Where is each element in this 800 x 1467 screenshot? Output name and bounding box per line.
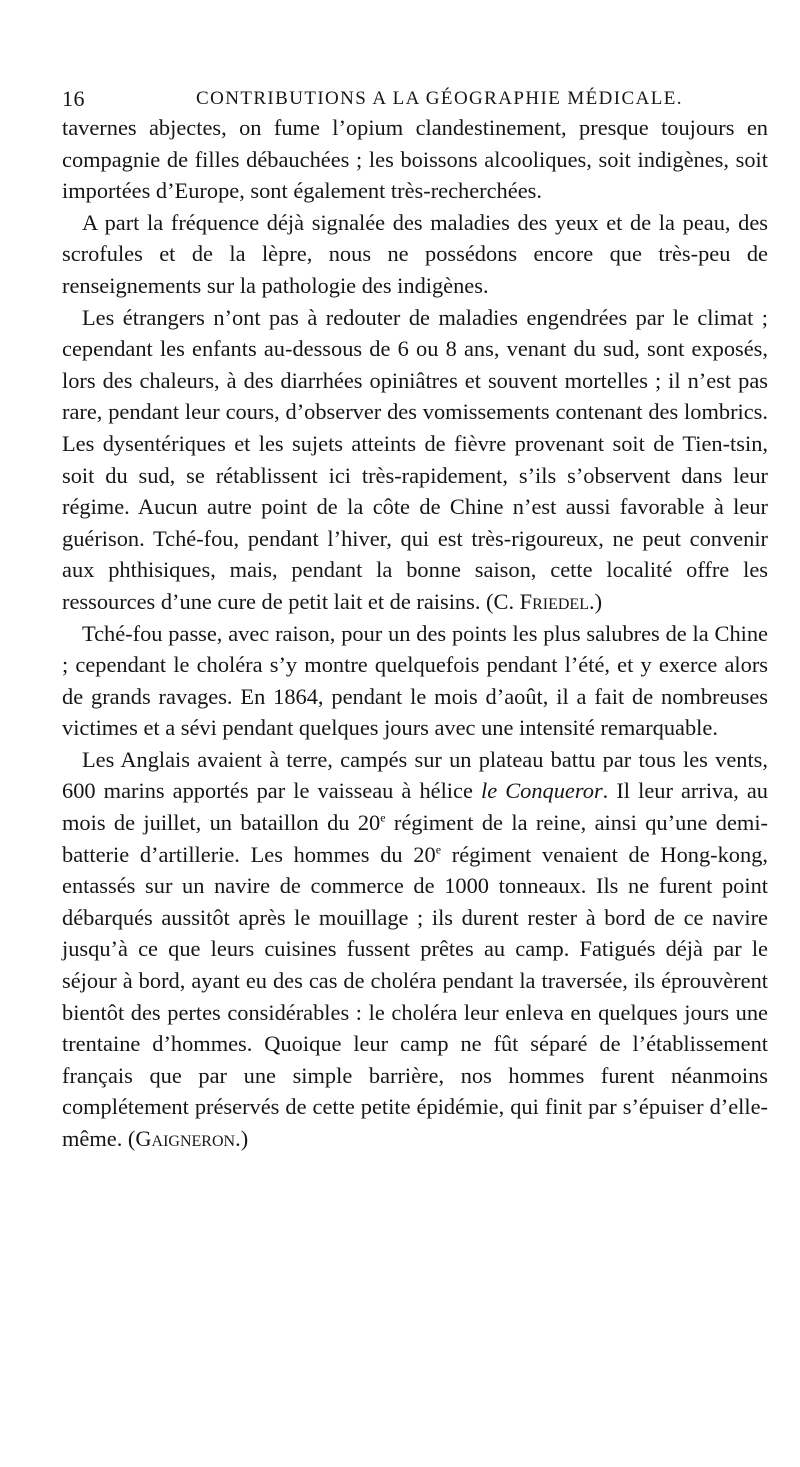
author-name: Gaigneron: [135, 1126, 236, 1151]
ordinal-superscript: e: [435, 842, 442, 857]
author-name: Friedel: [519, 588, 589, 614]
running-title: CONTRIBUTIONS A LA GÉOGRAPHIE MÉDICALE.: [196, 88, 683, 109]
page-body: [62, 112, 768, 1155]
paragraph-4: Tché-fou passe, avec raison, pour un des points les plus salubres de la Chine ; cependant le choléra s’y montre quelquefois pendant l’été, et y exerce alors de grands ravages. En 1864, pendant le mois d’août, il a fait de nombreuses victimes et a sévi pendant quelques jours avec une intensité remarquable.: [62, 620, 768, 741]
book-page: [62, 78, 768, 1155]
paragraph-3: [62, 302, 768, 618]
ship-name: le Conqueror: [480, 778, 603, 804]
page-header: [62, 78, 768, 112]
ordinal-superscript: e: [380, 810, 386, 825]
paragraph-5: Les Anglais avaient à terre, campés sur un plateau battu par tous les vents, 600 marins apportés par le vaisseau à hélice le Conqueror. Il leur arriva, au mois de juillet, un bataillon du 20e régiment de la reine, ainsi qu’une demi-batterie d’artillerie. Les hommes du 20e régiment venaient de Hong-kong, entassés sur un navire de commerce de 1000 tonneaux. Ils ne furent point débarqués aussitôt après le mouillage ; ils durent rester à bord de ce navire jusqu’à ce que leurs cuisines fussent prêtes au camp. Fatigués déjà par le séjour à bord, ayant eu des cas de choléra pendant la traversée, ils éprouvèrent bientôt des pertes considérables : le choléra leur enleva en quelques jours une trentaine d’hommes. Quoique leur camp ne fût séparé de l’établissement français que par une simple barrière, nos hommes furent néanmoins complétement préservés de cette petite épidémie, qui finit par s’épuiser d’elle-même. (Gaigneron.): [62, 746, 768, 1151]
citation-friedel: (C. Friedel.): [486, 588, 603, 614]
paragraph-1: tavernes abjectes, on fume l’opium clandestinement, presque toujours en compagnie de filles débauchées ; les boissons alcooliques, soit indigènes, soit importées d’Europe, sont également très-recherchées.: [62, 115, 768, 204]
paragraph-2: A part la fréquence déjà signalée des maladies des yeux et de la peau, des scrofules et de la lèpre, nous ne possédons encore que très-peu de renseignements sur la pathologie des indigènes.: [62, 209, 768, 298]
paragraph-3-text: Les étrangers n’ont pas à redouter de maladies engendrées par le climat ; cependant les enfants au-dessous de 6 ou 8 ans, venant du sud, sont exposés, lors des chaleurs, à des diarrhées opiniâtres et souvent mortelles ; il n’est pas rare, pendant leur cours, d’observer des vomissements contenant des lombrics. Les dysentériques et les sujets atteints de fièvre provenant soit de Tien-tsin, soit du sud, se rétablissent ici très-rapidement, s’ils s’observent dans leur régime. Aucun autre point de la côte de Chine n’est aussi favorable à leur guérison. Tché-fou, pendant l’hiver, qui est très-rigoureux, ne peut convenir aux phthisiques, mais, pendant la bonne saison, cette localité offre les ressources d’une cure de petit lait et de raisins.: [62, 304, 768, 614]
page-number: 16: [62, 86, 85, 111]
citation-gaigneron: (Gaigneron.): [127, 1126, 249, 1151]
